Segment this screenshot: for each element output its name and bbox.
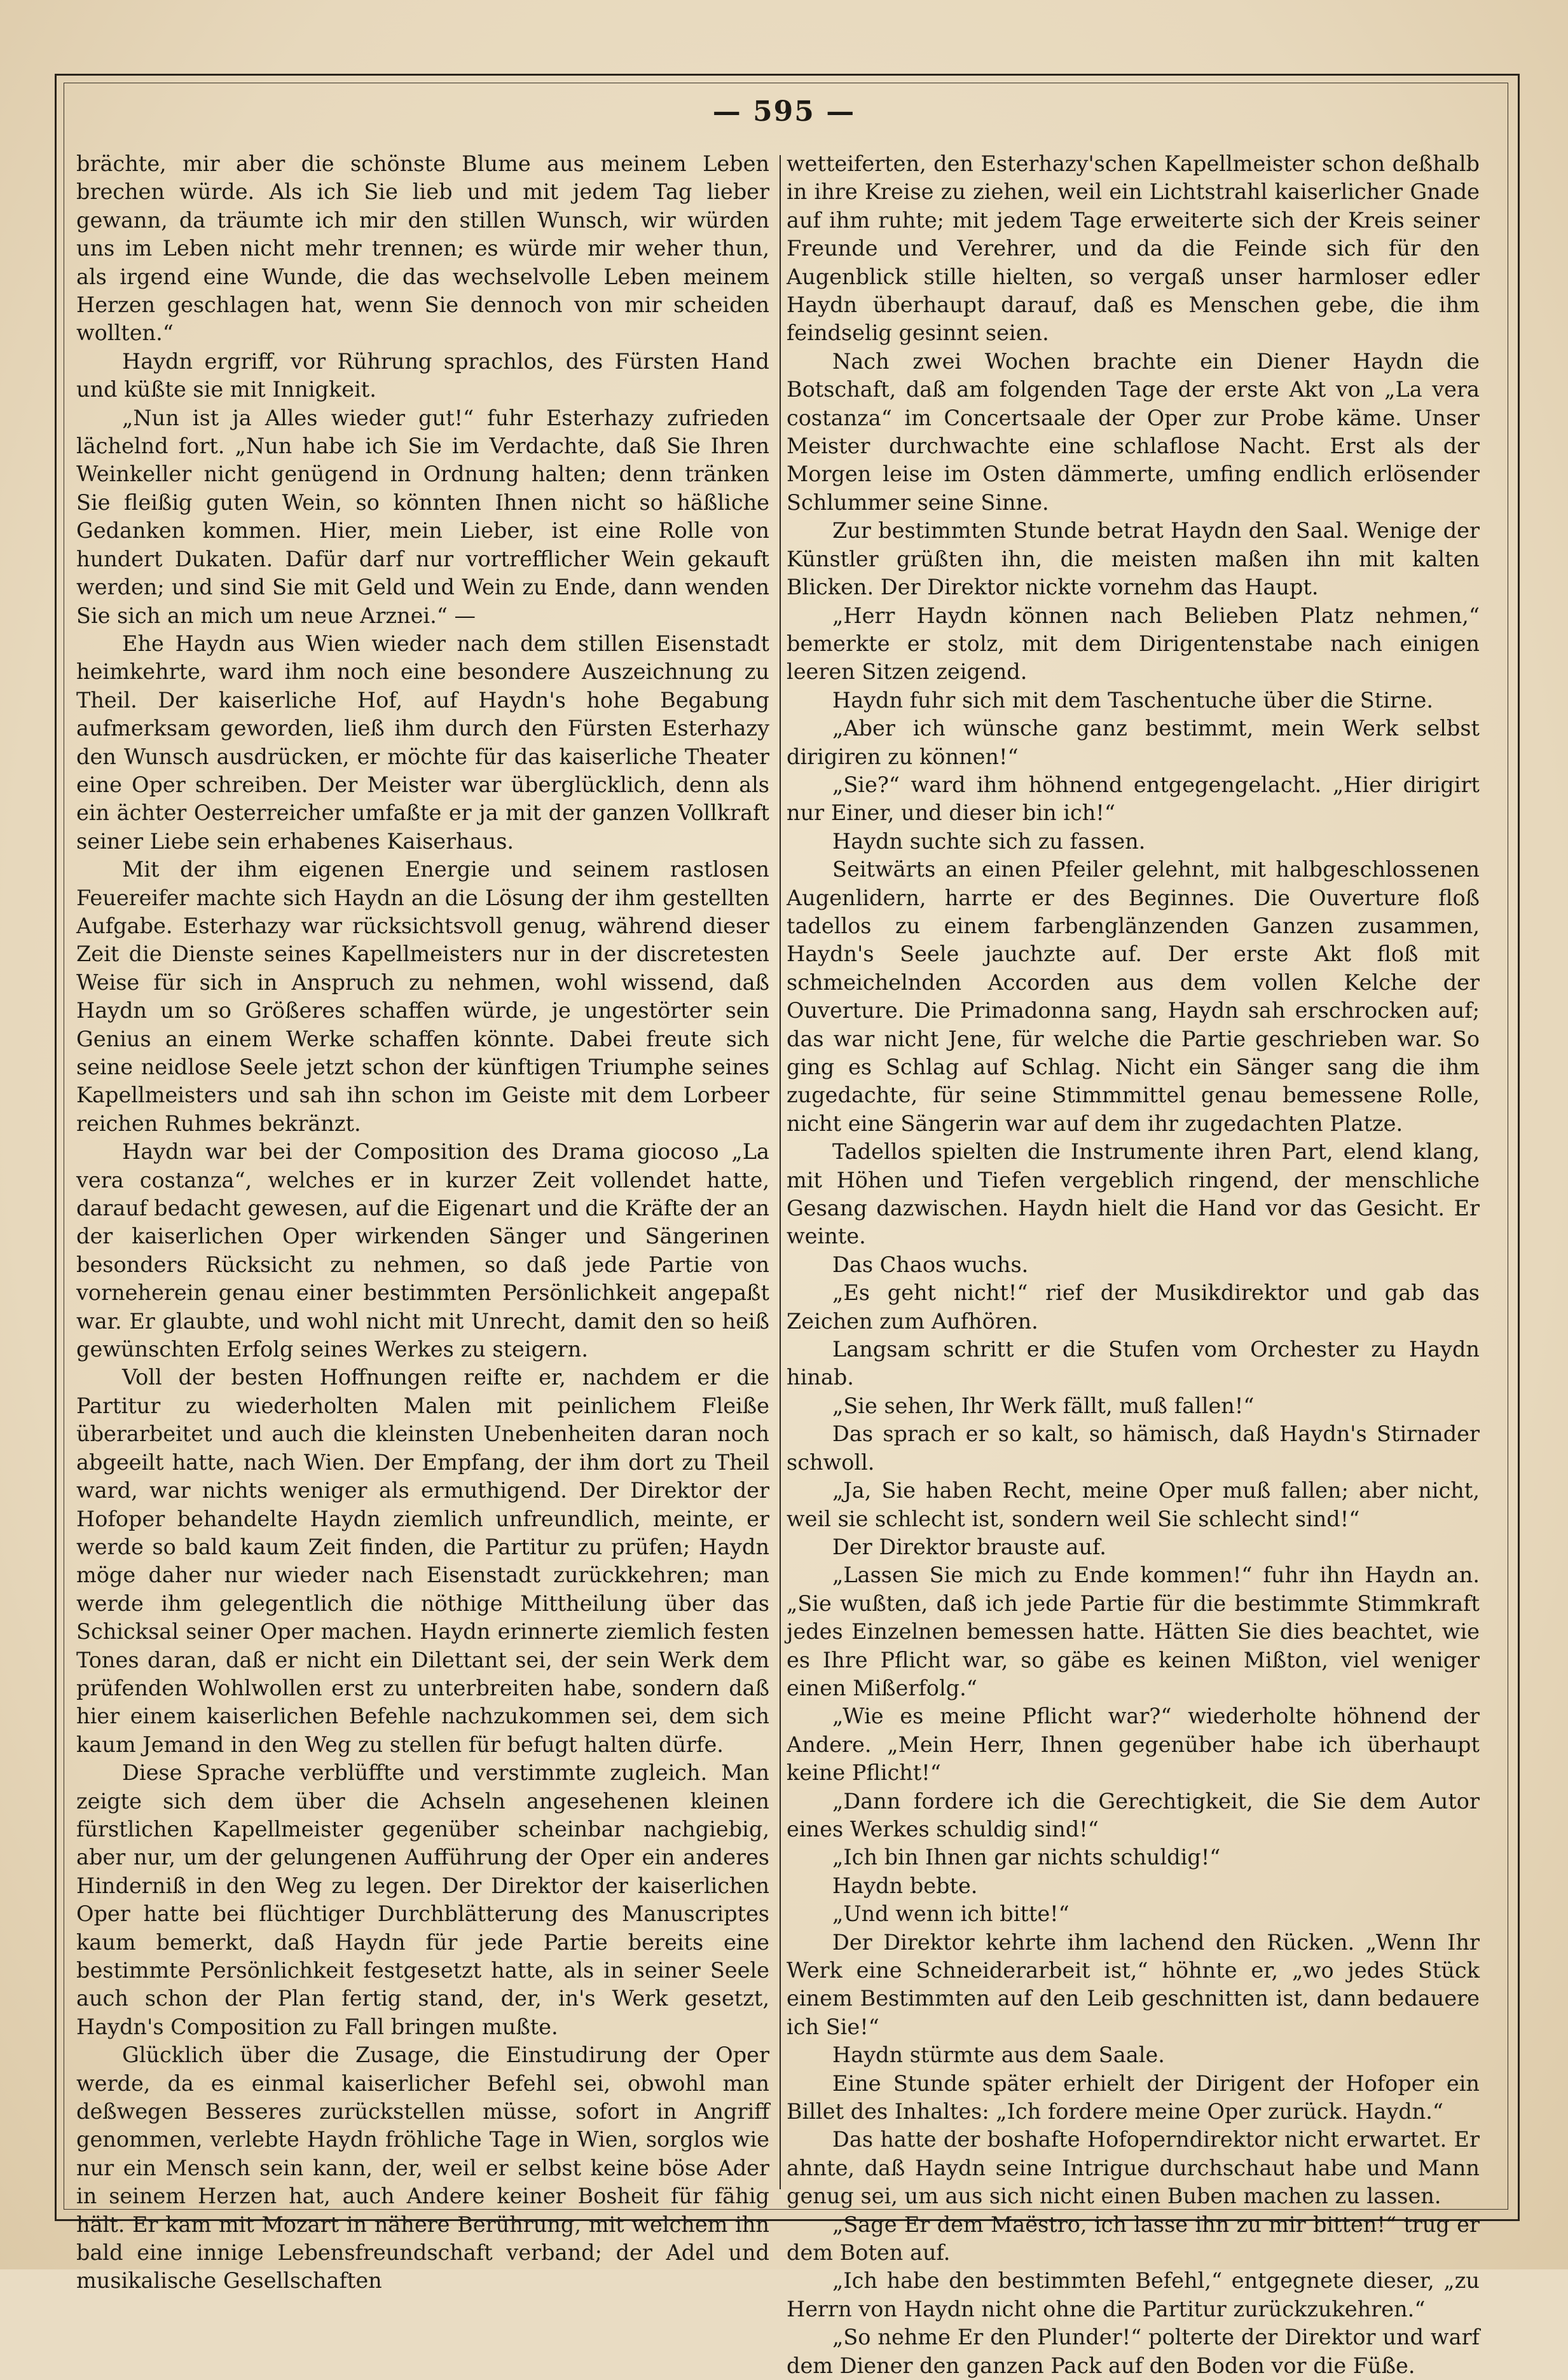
paragraph: „Sie?“ ward ihm höhnend entgegengelacht. „Hier dirigirt nur Einer, und dieser bin ich!“ bbox=[787, 772, 1480, 826]
page-number: — 595 — bbox=[712, 95, 856, 128]
paragraph: Voll der besten Hoffnungen reifte er, nachdem er die Partitur zu wiederholten Malen mit peinlichem Fleiße überarbeitet und auch die kleinsten Unebenheiten daran noch abgeeilt hatte, nach Wien. Der Empfang, der ihm dort zu Theil ward, war nichts weniger als ermuthigend. Der Direktor der Hofoper behandelte Haydn ziemlich unfreundlich, meinte, er werde so bald kaum Zeit finden, die Partitur zu prüfen; Haydn möge daher nur wieder nach Eisenstadt zurückkehren; man werde ihm gelegentlich die nöthige Mittheilung über das Schicksal seiner Oper machen. Haydn erinnerte ziemlich festen Tones daran, daß er nicht ein Dilettant sei, der sein Werk dem prüfenden Wohlwollen erst zu unterbreiten habe, sondern daß hier einem kaiserlichen Befehle nachzukommen sei, dem sich kaum Jemand in den Weg zu stellen für befugt halten dürfe. bbox=[76, 1365, 769, 1757]
paragraph: Der Direktor brauste auf. bbox=[832, 1534, 1106, 1559]
paragraph: Das hatte der boshafte Hofoperndirektor nicht erwartet. Er ahnte, daß Haydn seine Intrigue durchschaut habe und Mann genug sei, um aus sich nicht einen Buben machen zu lassen. bbox=[787, 2127, 1480, 2209]
paragraph: brächte, mir aber die schönste Blume aus meinem Leben brechen würde. Als ich Sie lieb und mit jedem Tag lieber gewann, da träumte ich mir den stillen Wunsch, wir würden uns im Leben nicht mehr trennen; es würde mir weher thun, als irgend eine Wunde, die das wechselvolle Leben meinem Herzen geschlagen hat, wenn Sie dennoch von mir scheiden wollten.“ bbox=[76, 151, 769, 346]
paragraph: Haydn war bei der Composition des Drama giocoso „La vera costanza“, welches er in kurzer Zeit vollendet hatte, darauf bedacht gewesen, auf die Eigenart und die Kräfte der an der kaiserlichen Oper wirkenden Sänger und Sängerinen besonders Rücksicht zu nehmen, so daß jede Partie von vorneherein genau einer bestimmten Persönlichkeit angepaßt war. Er glaubte, und wohl nicht mit Unrecht, damit den so heiß gewünschten Erfolg seines Werkes zu steigern. bbox=[76, 1139, 769, 1362]
paragraph: Seitwärts an einen Pfeiler gelehnt, mit halbgeschlossenen Augenlidern, harrte er des Beginnes. Die Ouverture floß tadellos zu einem farbenglänzenden Ganzen zusammen, Haydn's Seele jauchzte auf. Der erste Akt floß mit schmeichelnden Accorden aus dem vollen Kelche der Ouverture. Die Primadonna sang, Haydn sah erschrocken auf; das war nicht Jene, für welche die Partie geschrieben war. So ging es Schlag auf Schlag. Nicht ein Sänger sang die ihm zugedachte, für seine Stimmmittel genau bemessene Rolle, nicht eine Sängerin war auf dem ihr zugedachten Platze. bbox=[787, 857, 1480, 1136]
paragraph: Diese Sprache verblüffte und verstimmte zugleich. Man zeigte sich dem über die Achseln angesehenen kleinen fürstlichen Kapellmeister gegenüber scheinbar nachgiebig, aber nur, um der gelungenen Aufführung der Oper ein anderes Hinderniß in den Weg zu legen. Der Direktor der kaiserlichen Oper hatte bei flüchtiger Durchblätterung des Manuscriptes kaum bemerkt, daß Haydn für jede Partie bereits eine bestimmte Persönlichkeit festgesetzt hatte, als in seiner Seele auch schon der Plan fertig stand, der, in's Werk gesetzt, Haydn's Composition zu Fall bringen mußte. bbox=[76, 1760, 769, 2039]
paragraph: „Ja, Sie haben Recht, meine Oper muß fallen; aber nicht, weil sie schlecht ist, sondern weil Sie schlecht sind!“ bbox=[787, 1478, 1480, 1531]
paragraph: „Sage Er dem Maëstro, ich lasse ihn zu mir bitten!“ trug er dem Boten auf. bbox=[787, 2212, 1480, 2266]
paragraph: „Lassen Sie mich zu Ende kommen!“ fuhr ihn Haydn an. „Sie wußten, daß ich jede Partie für die bestimmte Stimmkraft jedes Einzelnen bemessen hatte. Hätten Sie dies beachtet, wie es Ihre Pflicht war, so gäbe es keinen Mißton, viel weniger einen Mißerfolg.“ bbox=[787, 1563, 1480, 1700]
paragraph: wetteiferten, den Esterhazy'schen Kapellmeister schon deßhalb in ihre Kreise zu ziehen, weil ein Lichtstrahl kaiserlicher Gnade auf ihm ruhte; mit jedem Tage erweiterte sich der Kreis seiner Freunde und Verehrer, und da die Feinde sich für den Augenblick stille hielten, so vergaß unser harmloser edler Haydn überhaupt darauf, daß es Menschen gebe, die ihm feindselig gesinnt seien. bbox=[787, 151, 1480, 346]
paragraph: Der Direktor kehrte ihm lachend den Rücken. „Wenn Ihr Werk eine Schneiderarbeit ist,“ höhnte er, „wo jedes Stück einem Bestimmten auf den Leib geschnitten ist, dann bedauere ich Sie!“ bbox=[787, 1929, 1480, 2039]
paragraph: „Sie sehen, Ihr Werk fällt, muß fallen!“ bbox=[832, 1393, 1255, 1418]
paragraph: Haydn stürmte aus dem Saale. bbox=[832, 2042, 1165, 2068]
paragraph: Das sprach er so kalt, so hämisch, daß Haydn's Stirnader schwoll. bbox=[787, 1421, 1480, 1475]
left-column bbox=[76, 150, 769, 2295]
paragraph: Ehe Haydn aus Wien wieder nach dem stillen Eisenstadt heimkehrte, ward ihm noch eine besondere Auszeichnung zu Theil. Der kaiserliche Hof, auf Haydn's hohe Begabung aufmerksam geworden, ließ ihm durch den Fürsten Esterhazy den Wunsch ausdrücken, er möchte für das kaiserliche Theater eine Oper schreiben. Der Meister war überglücklich, denn als ein ächter Oesterreicher umfaßte er ja mit der ganzen Vollkraft seiner Liebe sein erhabenes Kaiserhaus. bbox=[76, 631, 769, 854]
paragraph: „Ich bin Ihnen gar nichts schuldig!“ bbox=[832, 1845, 1221, 1870]
paragraph: „Ich habe den bestimmten Befehl,“ entgegnete dieser, „zu Herrn von Haydn nicht ohne die Partitur zurückzukehren.“ bbox=[787, 2268, 1480, 2322]
paragraph: „Nun ist ja Alles wieder gut!“ fuhr Esterhazy zufrieden lächelnd fort. „Nun habe ich Sie im Verdachte, daß Sie Ihren Weinkeller nicht genügend in Ordnung halten; denn tränken Sie fleißig guten Wein, so könnten Ihnen nicht so häßliche Gedanken kommen. Hier, mein Lieber, ist eine Rolle von hundert Dukaten. Dafür darf nur vortrefflicher Wein gekauft werden; und sind Sie mit Geld und Wein zu Ende, dann wenden Sie sich an mich um neue Arznei.“ — bbox=[76, 405, 769, 628]
paragraph: Nach zwei Wochen brachte ein Diener Haydn die Botschaft, daß am folgenden Tage der erste Akt von „La vera costanza“ im Concertsaale der Oper zur Probe käme. Unser Meister durchwachte eine schlaflose Nacht. Erst als der Morgen leise im Osten dämmerte, umfing endlich erlösender Schlummer seine Sinne. bbox=[787, 348, 1480, 515]
paragraph: „Herr Haydn können nach Belieben Platz nehmen,“ bemerkte er stolz, mit dem Dirigentenstabe nach einigen leeren Sitzen zeigend. bbox=[787, 603, 1480, 685]
paragraph: Tadellos spielten die Instrumente ihren Part, elend klang, mit Höhen und Tiefen vergeblich ringend, der menschliche Gesang dazwischen. Haydn hielt die Hand vor das Gesicht. Er weinte. bbox=[787, 1139, 1480, 1249]
paragraph: Haydn fuhr sich mit dem Taschentuche über die Stirne. bbox=[832, 687, 1433, 713]
right-column bbox=[787, 150, 1480, 2380]
paragraph: Langsam schritt er die Stufen vom Orchester zu Haydn hinab. bbox=[787, 1337, 1480, 1390]
paragraph: Zur bestimmten Stunde betrat Haydn den Saal. Wenige der Künstler grüßten ihn, die meisten maßen ihn mit kalten Blicken. Der Direktor nickte vornehm das Haupt. bbox=[787, 518, 1480, 600]
paragraph: Das Chaos wuchs. bbox=[832, 1252, 1029, 1277]
paragraph: „Und wenn ich bitte!“ bbox=[832, 1901, 1069, 1927]
paragraph: Mit der ihm eigenen Energie und seinem rastlosen Feuereifer machte sich Haydn an die Lösung der ihm gestellten Aufgabe. Esterhazy war rücksichtsvoll genug, während dieser Zeit die Dienste seines Kapellmeisters nur in der discretesten Weise für sich in Anspruch zu nehmen, wohl wissend, daß Haydn um so Größeres schaffen würde, je ungestörter sein Genius an einem Werke schaffen könnte. Dabei freute sich seine neidlose Seele jetzt schon der künftigen Triumphe seines Kapellmeisters und sah ihn schon im Geiste mit dem Lorbeer reichen Ruhmes bekränzt. bbox=[76, 857, 769, 1136]
paragraph: Glücklich über die Zusage, die Einstudirung der Oper werde, da es einmal kaiserlicher Befehl sei, obwohl man deßwegen Besseres zurückstellen müsse, sofort in Angriff genommen, verlebte Haydn fröhliche Tage in Wien, sorglos wie nur ein Mensch sein kann, der, weil er selbst keine böse Ader in seinem Herzen hat, auch Andere keiner Bosheit für fähig hält. Er kam mit Mozart in nähere Berührung, mit welchem ihn bald eine innige Lebensfreundschaft verband; der Adel und musikalische Gesellschaften bbox=[76, 2042, 769, 2294]
paragraph: „Es geht nicht!“ rief der Musikdirektor und gab das Zeichen zum Aufhören. bbox=[787, 1280, 1480, 1334]
paragraph: Haydn suchte sich zu fassen. bbox=[832, 828, 1146, 854]
paragraph: „Dann fordere ich die Gerechtigkeit, die Sie dem Autor eines Werkes schuldig sind!“ bbox=[787, 1788, 1480, 1842]
paragraph: „Wie es meine Pflicht war?“ wiederholte höhnend der Andere. „Mein Herr, Ihnen gegenüber habe ich überhaupt keine Pflicht!“ bbox=[787, 1704, 1480, 1786]
paragraph: „So nehme Er den Plunder!“ polterte der Direktor und warf dem Diener den ganzen Pack auf den Boden vor die Füße. bbox=[787, 2325, 1480, 2378]
paragraph: Haydn ergriff, vor Rührung sprachlos, des Fürsten Hand und küßte sie mit Innigkeit. bbox=[76, 348, 769, 402]
paragraph: Eine Stunde später erhielt der Dirigent der Hofoper ein Billet des Inhaltes: „Ich fordere meine Oper zurück. Haydn.“ bbox=[787, 2070, 1480, 2124]
paragraph: Haydn bebte. bbox=[832, 1873, 978, 1898]
column-divider bbox=[780, 155, 781, 2189]
paragraph: „Aber ich wünsche ganz bestimmt, mein Werk selbst dirigiren zu können!“ bbox=[787, 716, 1480, 769]
